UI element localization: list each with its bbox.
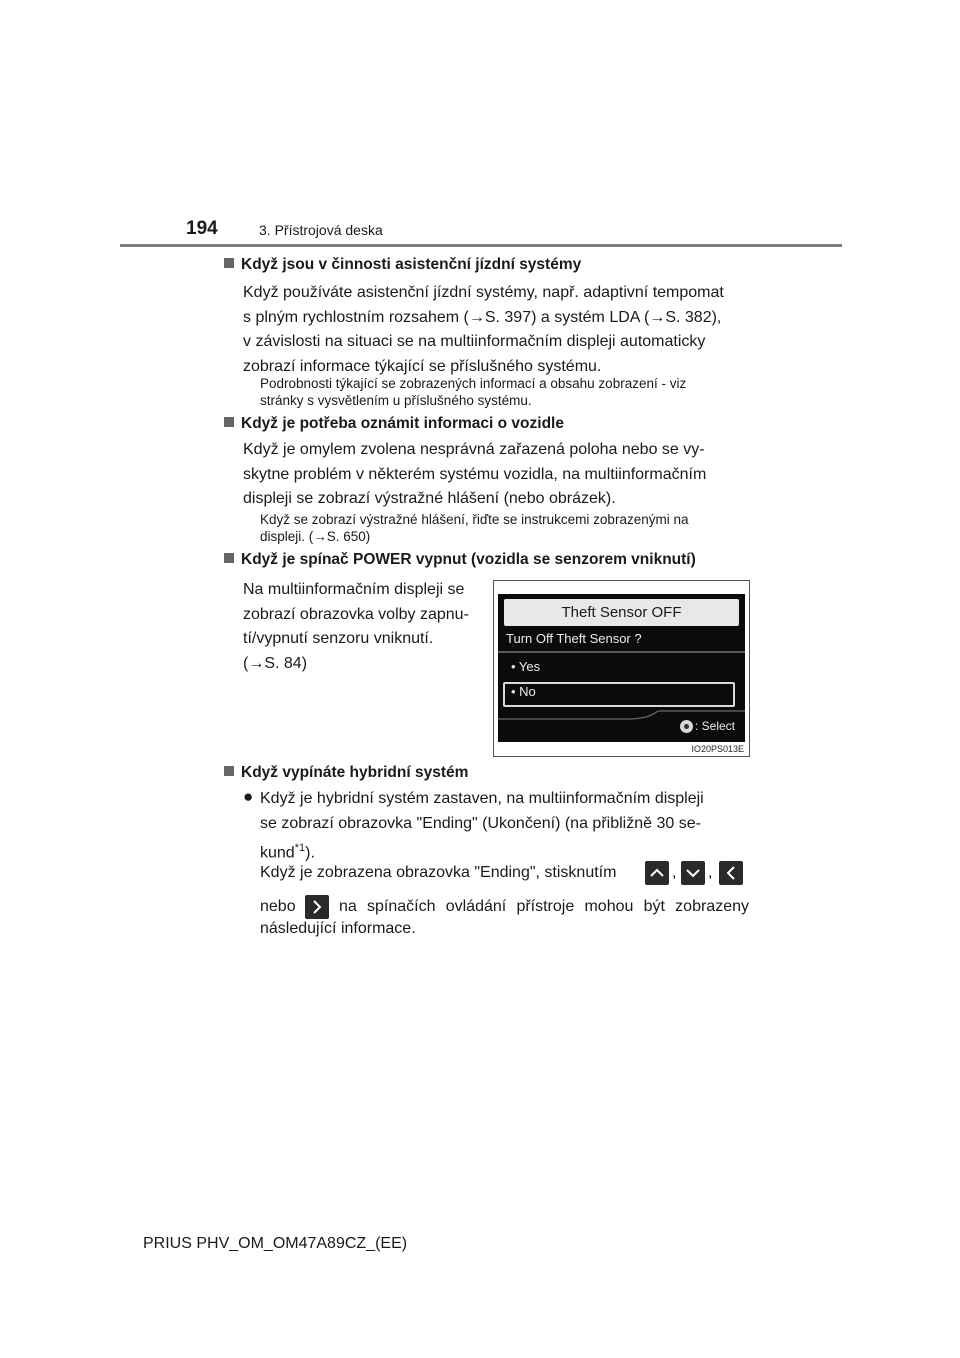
- multi-info-display: [498, 594, 745, 742]
- section-note: Když se zobrazí výstražné hlášení, řiďte se instrukcemi zobrazenými na displeji. (→S. 650): [260, 512, 689, 544]
- separator: ,: [708, 864, 713, 881]
- screen-question: Turn Off Theft Sensor ?: [506, 631, 642, 646]
- ending-line-2: na spínačích ovládání přístroje mohou být zobrazeny: [339, 898, 749, 915]
- select-knob-icon: [680, 720, 693, 733]
- square-bullet-icon: [224, 417, 234, 427]
- footer-code: PRIUS PHV_OM_OM47A89CZ_(EE): [143, 1235, 408, 1252]
- ending-nebo: nebo: [260, 898, 296, 915]
- header-rule: [120, 244, 842, 247]
- down-button-icon: [681, 861, 705, 885]
- section-heading: Když vypínáte hybridní systém: [224, 764, 468, 782]
- page-number: 194: [186, 218, 218, 239]
- round-bullet-icon: ●: [243, 787, 254, 806]
- ending-line-1: Když je zobrazena obrazovka "Ending", stisknutím: [260, 864, 617, 881]
- bullet-body: Když je hybridní systém zastaven, na multiinformačním displeji se zobrazí obrazovka "Ending" (Ukončení) (na přibližně 30 se- kund$^{*1}$).: [260, 790, 704, 862]
- option-yes: • Yes: [511, 659, 541, 674]
- section-body: Když používáte asistenční jízdní systémy, např. adaptivní tempomat s plným rychlostním rozsahem (→S. 397) a systém LDA (→S. 382), v závislosti na situaci se na multiinformačním displeji automaticky zobrazí informace týkající se příslušného systému.: [243, 284, 724, 375]
- display-figure: [493, 580, 750, 757]
- up-button-icon: [645, 861, 669, 885]
- option-no: • No: [511, 684, 536, 699]
- separator: ,: [672, 864, 677, 881]
- left-button-icon: [719, 861, 743, 885]
- select-label: : Select: [695, 719, 736, 733]
- section-heading: Když je potřeba oznámit informaci o vozidle: [224, 415, 564, 433]
- section-heading: Když jsou v činnosti asistenční jízdní systémy: [224, 256, 581, 274]
- section-body: Na multiinformačním displeji se zobrazí obrazovka volby zapnu- tí/vypnutí senzoru vniknutí. (→S. 84): [243, 581, 469, 672]
- divider: [498, 651, 745, 653]
- square-bullet-icon: [224, 553, 234, 563]
- selection-frame: [503, 682, 735, 707]
- section-body: Když je omylem zvolena nesprávná zařazená poloha nebo se vy- skytne problém v některém systému vozidla, na multiinformačním displeji se zobrazí výstražné hlášení (nebo obrázek).: [243, 441, 707, 507]
- square-bullet-icon: [224, 766, 234, 776]
- section-heading: Když je spínač POWER vypnut (vozidla se senzorem vniknutí): [224, 551, 696, 569]
- square-bullet-icon: [224, 258, 234, 268]
- figure-code: IO20PS013E: [691, 744, 744, 754]
- chapter-title: 3. Přístrojová deska: [259, 222, 383, 238]
- right-button-icon: [305, 895, 329, 919]
- section-note: Podrobnosti týkající se zobrazených informací a obsahu zobrazení - viz stránky s vysvětlením u příslušného systému.: [260, 376, 687, 408]
- screen-title: Theft Sensor OFF: [504, 599, 739, 626]
- ending-line-3: následující informace.: [260, 920, 416, 937]
